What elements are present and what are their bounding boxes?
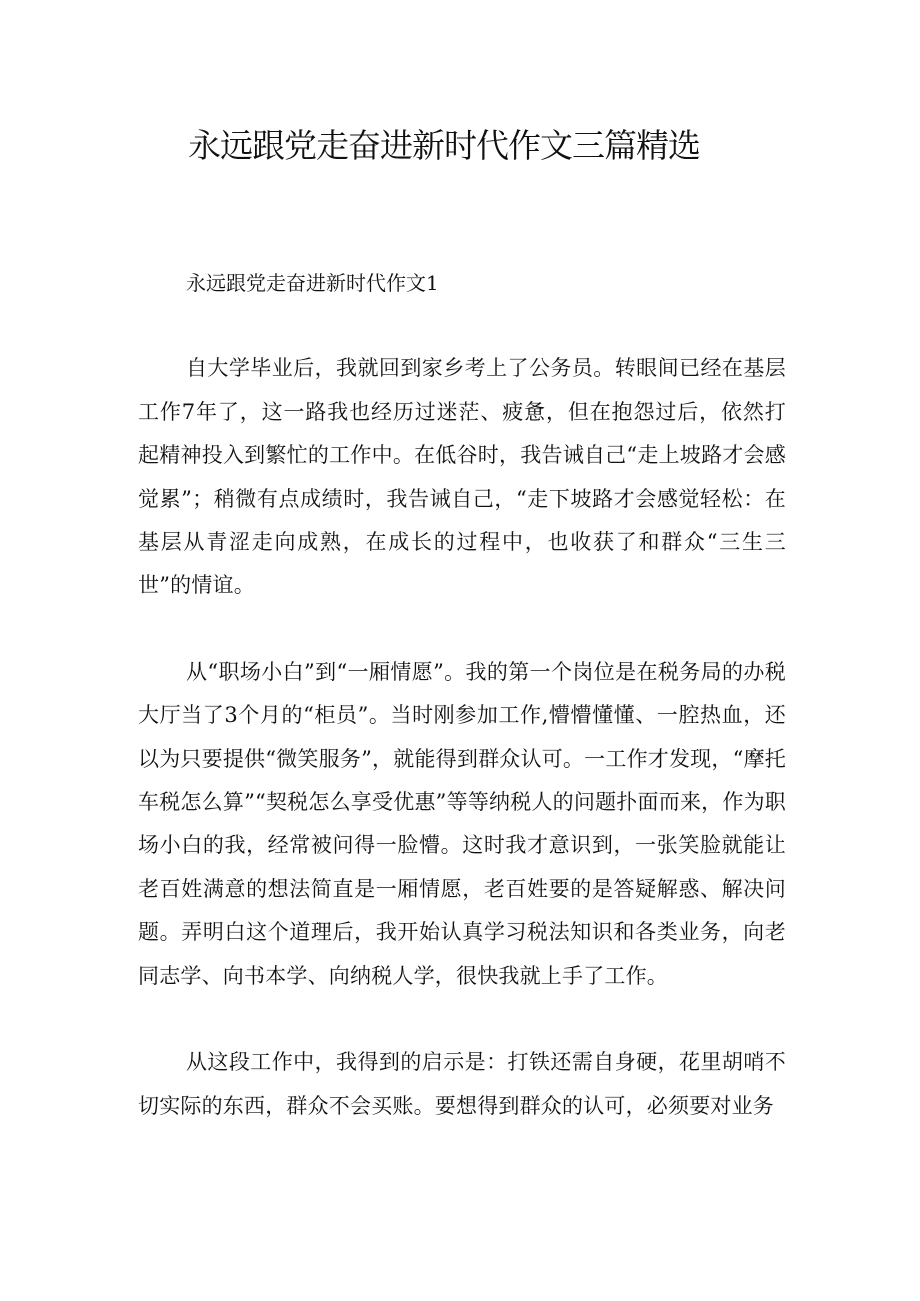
document-body [138,262,786,1171]
paragraph-1: 自大学毕业后，我就回到家乡考上了公务员。转眼间已经在基层工作7年了，这一路我也经历过迷茫、疲惫，但在抱怨过后，依然打起精神投入到繁忙的工作中。在低谷时，我告诫自己“走上坡路才会感觉累”；稍微有点成绩时，我告诫自己，“走下坡路才会感觉轻松：在基层从青涩走向成熟，在成长的过程中，也收获了和群众“三生三世”的情谊。 [138,356,786,598]
paragraph-2: 从“职场小白”到“一厢情愿”。我的第一个岗位是在税务局的办税大厅当了3个月的“柜员”。当时刚参加工作,懵懵懂懂、一腔热血，还以为只要提供“微笑服务”，就能得到群众认可。一工作才发现，“摩托车税怎么算”“契税怎么享受优惠”等等纳税人的问题扑面而来，作为职场小白的我，经常被问得一脸懵。这时我才意识到，一张笑脸就能让老百姓满意的想法简直是一厢情愿，老百姓要的是答疑解惑、解决问题。弄明白这个道理后，我开始认真学习税法知识和各类业务，向老同志学、向书本学、向纳税人学，很快我就上手了工作。 [138,659,786,988]
section-heading: 永远跟党走奋进新时代作文1 [186,271,439,295]
document-title: 永远跟党走奋进新时代作文三篇精选 [188,126,700,165]
paragraph-3: 从这段工作中，我得到的启示是：打铁还需自身硬，花里胡哨不切实际的东西，群众不会买账。要想得到群众的认可，必须要对业务 [138,1050,786,1118]
